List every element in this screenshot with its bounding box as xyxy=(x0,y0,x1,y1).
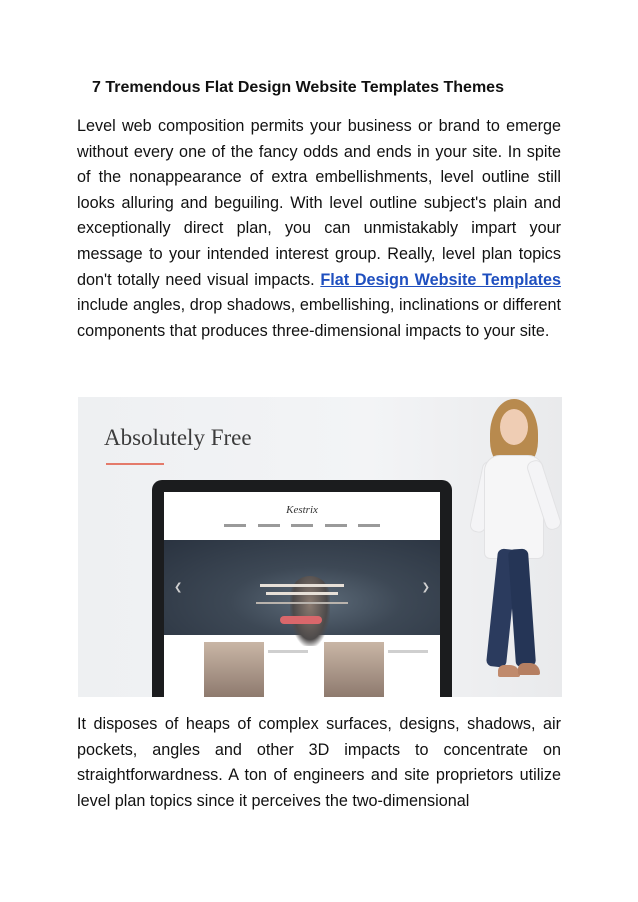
mockup-thumbnail xyxy=(324,642,384,697)
intro-text-after-link: include angles, drop shadows, embellishing, inclinations or different components that produces three-dimensional impacts to your site. xyxy=(77,296,561,340)
woman-face xyxy=(500,409,528,445)
mockup-site-nav xyxy=(224,524,380,530)
woman-jeans xyxy=(508,548,536,667)
mockup-site-logo: Kestrix xyxy=(286,504,318,516)
hero-heading-underline xyxy=(106,463,164,465)
second-paragraph: It disposes of heaps of complex surfaces, designs, shadows, air pockets, angles and other 3D impacts to concentrate on straightforwardness. A ton of engineers and site proprietors utilize level plan topics since it perceives the two-dimensional xyxy=(77,715,561,810)
mockup-banner-text xyxy=(260,584,344,587)
mockup-nav-item xyxy=(224,524,246,527)
laptop-mockup xyxy=(152,480,452,697)
mockup-banner-button xyxy=(280,616,322,624)
mockup-nav-item xyxy=(358,524,380,527)
mockup-banner-text xyxy=(256,602,348,604)
mockup-nav-item xyxy=(325,524,347,527)
woman-shoe xyxy=(498,665,520,677)
mockup-banner-text xyxy=(266,592,338,595)
mockup-thumbnail-text xyxy=(268,650,308,653)
chevron-left-icon: ❮ xyxy=(174,582,183,593)
hero-heading: Absolutely Free xyxy=(104,425,252,450)
mockup-site-banner xyxy=(164,540,440,635)
document-title: 7 Tremendous Flat Design Website Templates Themes xyxy=(92,79,504,96)
mockup-nav-item xyxy=(291,524,313,527)
flat-design-templates-link[interactable]: Flat Design Website Templates xyxy=(320,270,561,289)
chevron-right-icon: ❯ xyxy=(421,582,430,593)
mockup-thumbnail xyxy=(204,642,264,697)
intro-text-before-link: Level web composition permits your business or brand to emerge without every one of the fancy odds and ends in your site. In spite of the nonappearance of extra embellishments, level outline still looks alluring and beguiling. With level outline subject's plain and exceptionally direct plan, you can unmistakably impart your message to your intended interest group. Really, level plan topics don't totally need visual impacts. xyxy=(77,117,561,289)
woman-photo xyxy=(462,397,562,697)
hero-image xyxy=(78,397,562,697)
mockup-nav-item xyxy=(258,524,280,527)
mockup-thumbnail-text xyxy=(388,650,428,653)
intro-paragraph xyxy=(77,114,561,344)
laptop-screen xyxy=(164,492,440,697)
woman-shoe xyxy=(518,663,540,675)
